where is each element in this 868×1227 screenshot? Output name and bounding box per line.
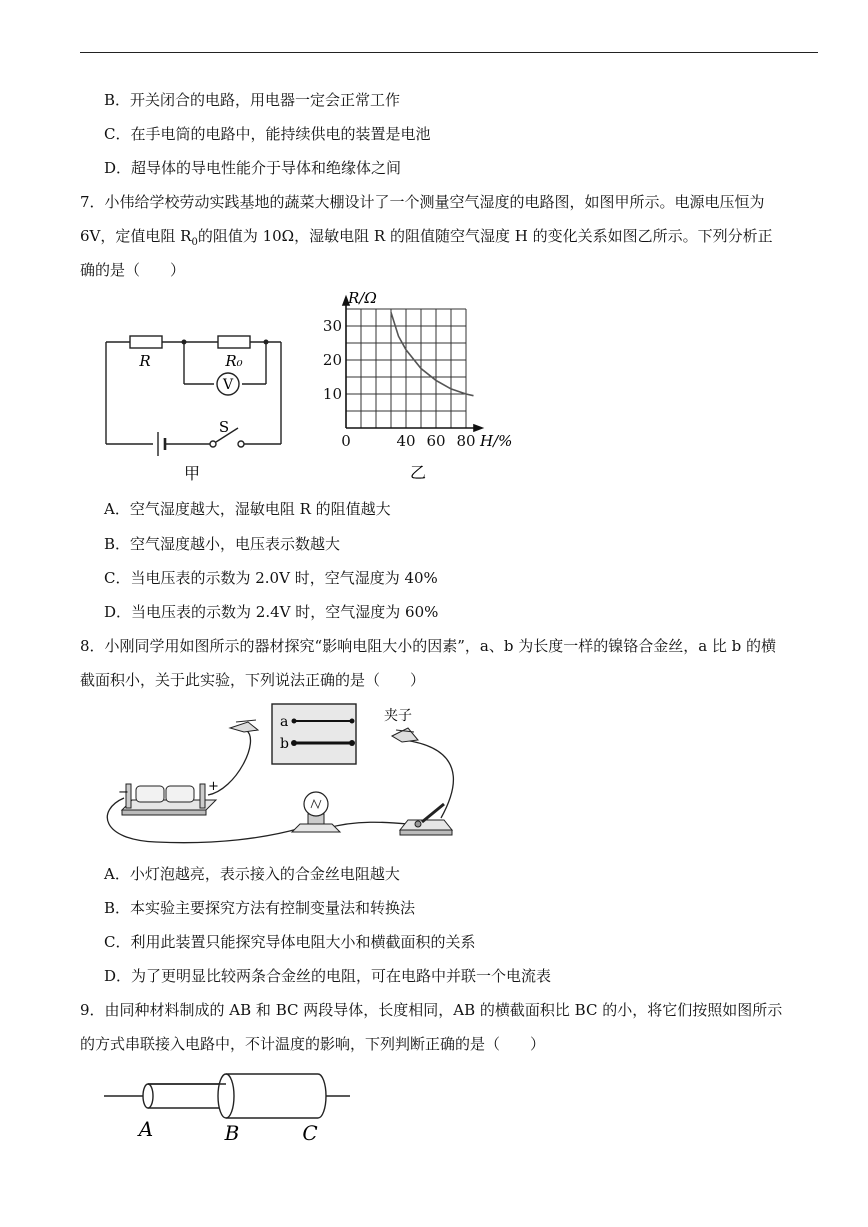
header-rule (80, 52, 818, 53)
clip-right-icon (392, 728, 418, 742)
light-bulb-icon (292, 792, 340, 832)
q7-option-a: A．空气湿度越大，湿敏电阻 R 的阻值越大 (104, 500, 391, 518)
point-b-label: B (224, 1121, 240, 1145)
chart-x-tick-label: 80 (456, 432, 476, 450)
q7-option-d: D．当电压表的示数为 2.4V 时，空气湿度为 60% (104, 603, 439, 621)
switch-icon (400, 804, 452, 835)
resistor-r-label: R (139, 352, 151, 370)
q6-option-c: C．在手电筒的电路中，能持续供电的装置是电池 (104, 125, 431, 143)
point-a-label: A (138, 1117, 154, 1141)
chart-x-arrow (474, 425, 482, 431)
q7-stem-line3: 确的是（ ） (80, 261, 186, 279)
wire-board (272, 704, 356, 764)
q7-option-b: B．空气湿度越小，电压表示数越大 (104, 535, 341, 553)
battery-plus-label: + (208, 779, 219, 794)
resistor-r0-label: R₀ (225, 352, 243, 370)
q7-circuit-diagram (98, 326, 298, 486)
switch-label: S (218, 418, 230, 436)
chart-y-tick-label: 30 (322, 317, 342, 335)
figure-caption-yi: 乙 (409, 463, 427, 482)
q7-stem-line2: 6V，定值电阻 $R_0$的阻值为 10Ω，湿敏电阻 R 的阻值随空气湿度 H 的变化关系如图乙所示。下列分析正 (80, 227, 773, 248)
clip-left-icon (230, 720, 258, 732)
battery-holder-icon (118, 779, 219, 815)
q6-option-d: D．超导体的导电性能介于导体和绝缘体之间 (104, 159, 402, 177)
battery-minus-label: − (118, 785, 129, 800)
chart-series-line (391, 312, 474, 395)
q6-option-b: B．开关闭合的电路，用电器一定会正常工作 (104, 91, 401, 109)
figure-caption-jia: 甲 (183, 464, 201, 483)
q9-stem-line1: 9．由同种材料制成的 AB 和 BC 两段导体，长度相同，AB 的横截面积比 BC 的小，将它们按照如图所示 (80, 1001, 783, 1019)
chart-x-axis-label: H/% (480, 432, 513, 450)
point-c-label: C (302, 1121, 318, 1145)
q7-humidity-chart (318, 292, 522, 488)
wire-a-label: a (280, 714, 289, 730)
chart-y-axis-label: R/Ω (348, 292, 377, 307)
q8-option-a: A．小灯泡越亮，表示接入的合金丝电阻越大 (104, 865, 400, 883)
q8-stem-line2: 截面积小，关于此实验，下列说法正确的是（ ） (80, 671, 426, 689)
voltmeter-label: V (222, 377, 234, 393)
q7-option-c: C．当电压表的示数为 2.0V 时，空气湿度为 40% (104, 569, 438, 587)
chart-grid (346, 309, 466, 428)
chart-x-tick-label: 40 (396, 432, 416, 450)
q8-option-b: B．本实验主要探究方法有控制变量法和转换法 (104, 899, 416, 917)
q7-stem-line1: 7．小伟给学校劳动实践基地的蔬菜大棚设计了一个测量空气湿度的电路图，如图甲所示。电源电压恒为 (80, 193, 765, 211)
q8-option-d: D．为了更明显比较两条合金丝的电阻，可在电路中并联一个电流表 (104, 967, 552, 985)
q8-option-c: C．利用此装置只能探究导体电阻大小和横截面积的关系 (104, 933, 476, 951)
chart-x-tick-label: 0 (341, 432, 351, 450)
wire-b-label: b (280, 736, 289, 752)
chart-y-tick-label: 20 (322, 351, 342, 369)
q8-stem-line1: 8．小刚同学用如图所示的器材探究“影响电阻大小的因素”，a、b 为长度一样的镍铬合金丝，a 比 b 的横 (80, 637, 777, 655)
chart-x-tick-label: 60 (426, 432, 446, 450)
q8-experiment-figure (96, 700, 476, 850)
q9-stem-line2: 的方式串联接入电路中，不计温度的影响，下列判断正确的是（ ） (80, 1035, 546, 1053)
clip-label: 夹子 (384, 708, 412, 724)
chart-y-tick-label: 10 (322, 385, 342, 403)
q9-conductor-figure (100, 1064, 360, 1148)
